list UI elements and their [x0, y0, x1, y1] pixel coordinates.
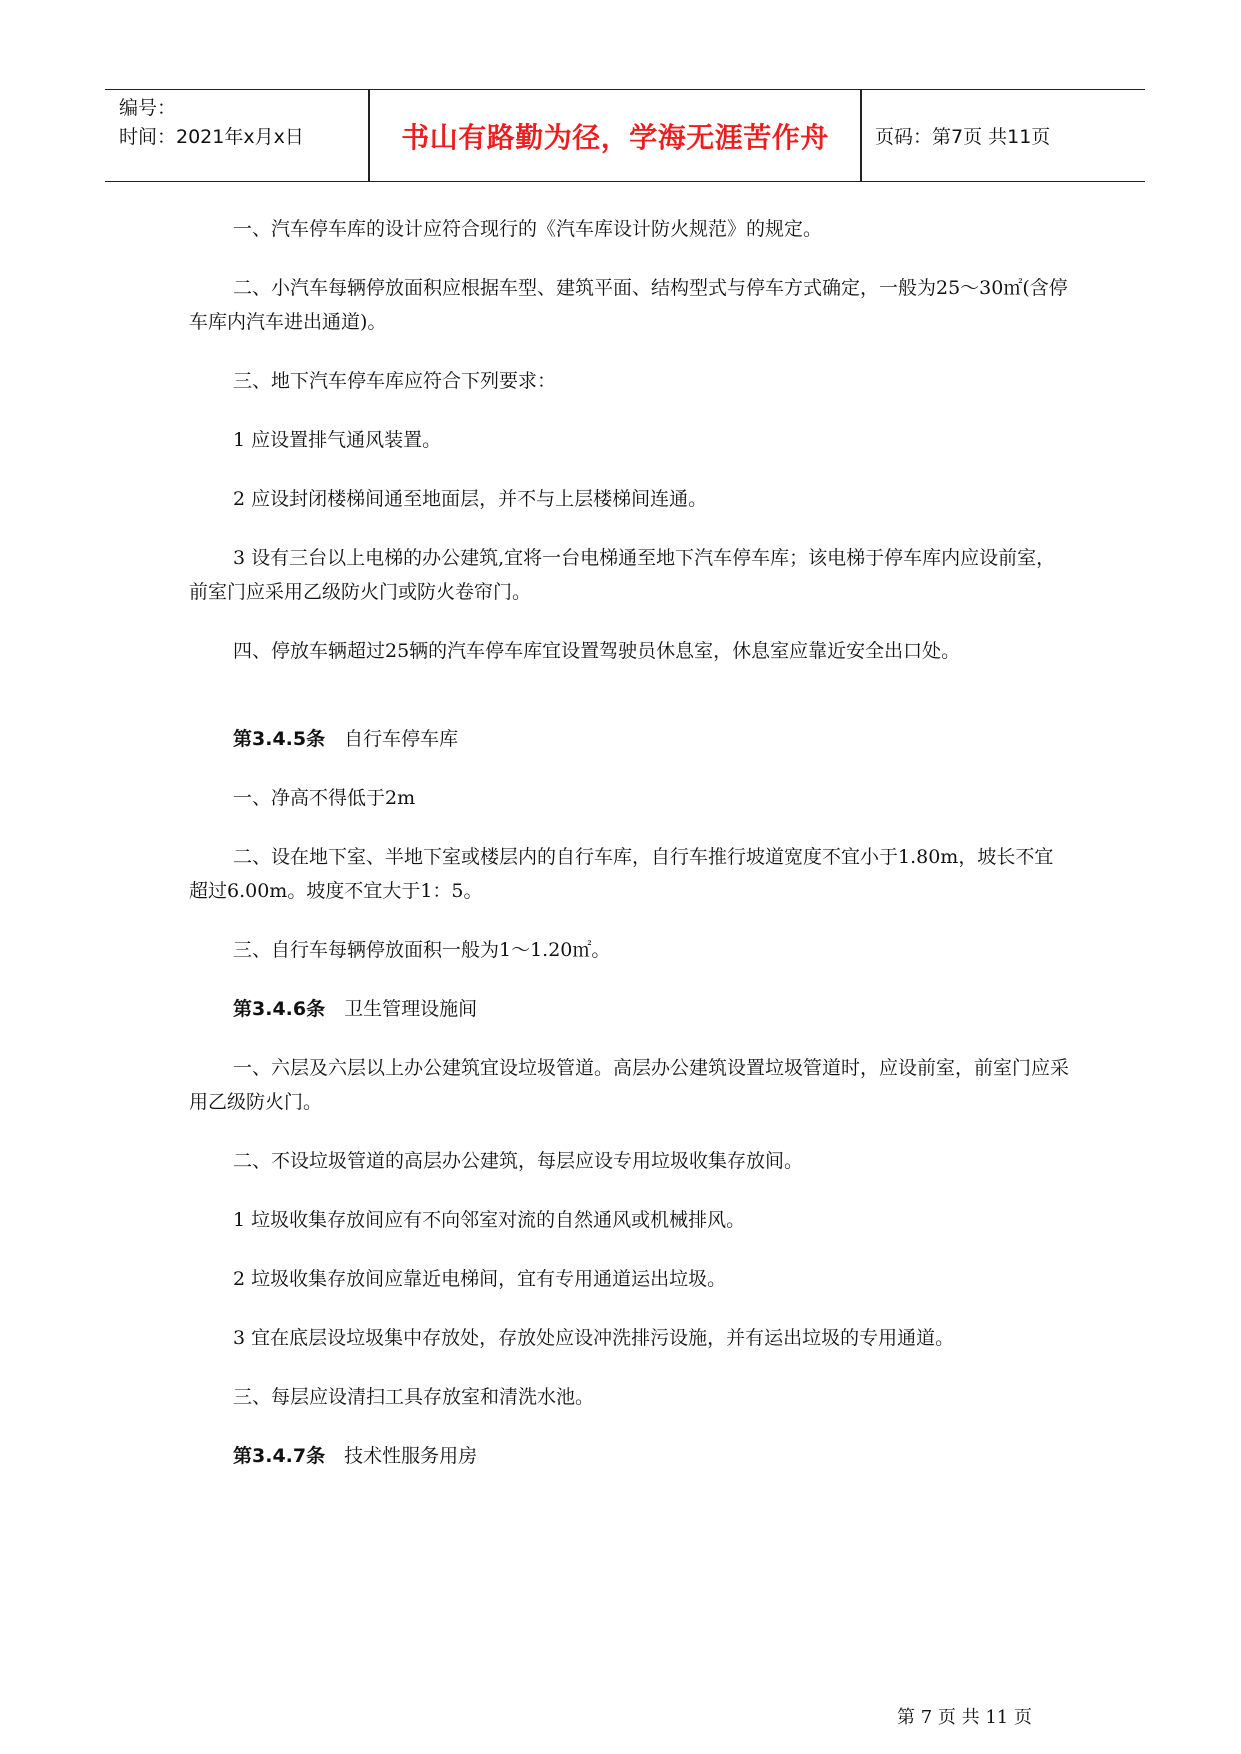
- header-number-label: 编号：: [119, 97, 177, 119]
- paragraph: 一、净高不得低于2m: [233, 787, 416, 809]
- list-item: 3 设有三台以上电梯的办公建筑,宜将一台电梯通至地下汽车停车库；该电梯于停车库内应设前室，前室门应采用乙级防火门或防火卷帘门。: [189, 547, 1056, 603]
- paragraph: 三、自行车每辆停放面积一般为1～1.20㎡。: [233, 939, 611, 961]
- section-number: 第3.4.5条: [233, 728, 326, 750]
- section-heading: [189, 992, 1069, 1026]
- section-heading: [189, 1439, 1069, 1473]
- section-heading: [189, 722, 1069, 756]
- page-footer: 第 7 页 共 11 页: [897, 1707, 1032, 1728]
- document-body: [189, 212, 1069, 1473]
- paragraph: 一、六层及六层以上办公建筑宜设垃圾管道。高层办公建筑设置垃圾管道时，应设前室，前室门应采用乙级防火门。: [189, 1057, 1070, 1113]
- list-item: 2 垃圾收集存放间应靠近电梯间，宜有专用通道运出垃圾。: [233, 1268, 727, 1290]
- paragraph: 三、地下汽车停车库应符合下列要求：: [233, 370, 557, 392]
- list-item: 1 垃圾收集存放间应有不向邻室对流的自然通风或机械排风。: [233, 1209, 746, 1231]
- paragraph: 二、小汽车每辆停放面积应根据车型、建筑平面、结构型式与停车方式确定，一般为25～30㎡(含停车库内汽车进出通道)。: [189, 277, 1068, 333]
- section-number: 第3.4.6条: [233, 998, 326, 1020]
- header-page-info: 页码：第7页 共11页: [875, 126, 1051, 148]
- section-title: 卫生管理设施间: [344, 998, 478, 1020]
- paragraph: 一、汽车停车库的设计应符合现行的《汽车库设计防火规范》的规定。: [233, 218, 823, 240]
- section-number: 第3.4.7条: [233, 1445, 326, 1467]
- list-item: 1 应设置排气通风装置。: [233, 429, 442, 451]
- list-item: 2 应设封闭楼梯间通至地面层，并不与上层楼梯间连通。: [233, 488, 708, 510]
- paragraph: 二、设在地下室、半地下室或楼层内的自行车库，自行车推行坡道宽度不宜小于1.80m，坡长不宜超过6.00m。坡度不宜大于1：5。: [189, 846, 1054, 902]
- header-motto: 书山有路勤为径，学海无涯苦作舟: [401, 120, 829, 154]
- page-header: [105, 89, 1145, 182]
- header-divider: [860, 90, 862, 181]
- section-title: 自行车停车库: [344, 728, 459, 750]
- paragraph: 二、不设垃圾管道的高层办公建筑，每层应设专用垃圾收集存放间。: [233, 1150, 804, 1172]
- paragraph: 四、停放车辆超过25辆的汽车停车库宜设置驾驶员休息室，休息室应靠近安全出口处。: [233, 640, 961, 662]
- list-item: 3 宜在底层设垃圾集中存放处，存放处应设冲洗排污设施，并有运出垃圾的专用通道。: [233, 1327, 955, 1349]
- paragraph: 三、每层应设清扫工具存放室和清洗水池。: [233, 1386, 595, 1408]
- section-title: 技术性服务用房: [344, 1445, 478, 1467]
- header-time-label: 时间：2021年x月x日: [119, 126, 304, 148]
- header-meta: [119, 94, 304, 152]
